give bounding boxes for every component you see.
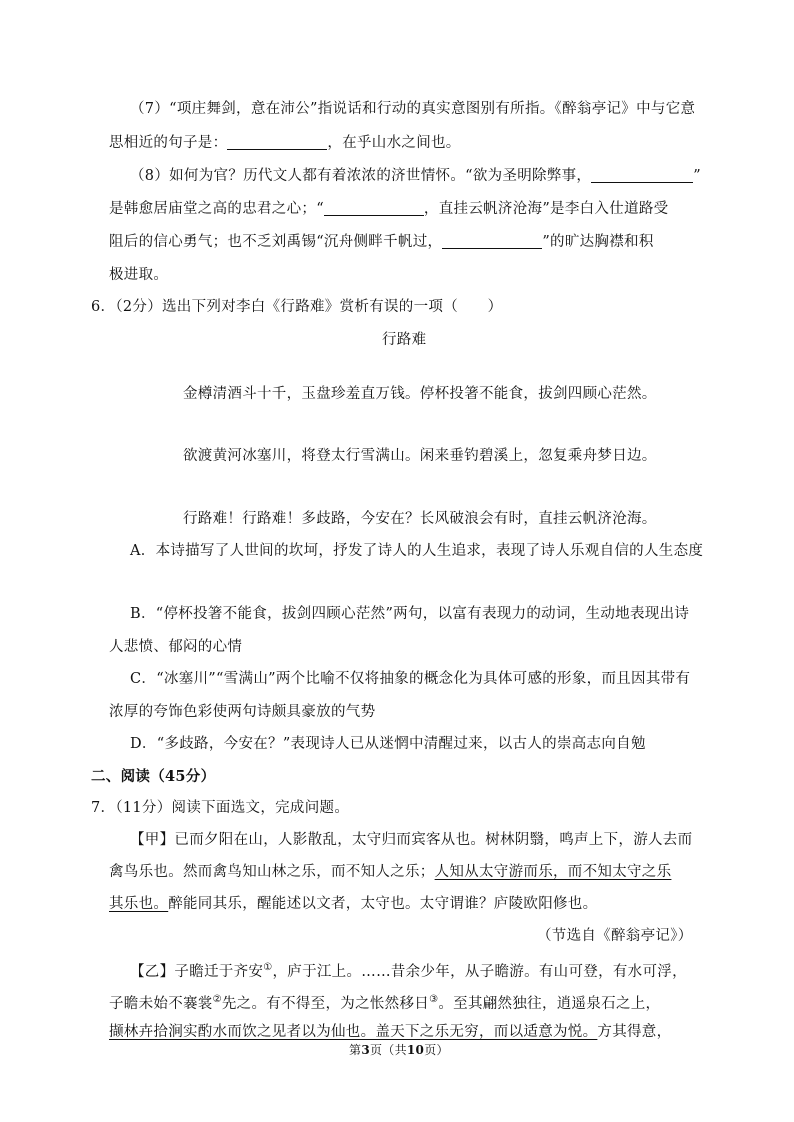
footer-text-c: 页） xyxy=(424,1043,449,1057)
q5-item8-text-e: 阻后的信心勇气；也不乏刘禹锡“沉舟侧畔千帆过， xyxy=(109,234,443,250)
jia-line1: 【甲】已而夕阳在山，人影散乱，太守归而宾客从也。树林阴翳，鸣声上下，游人去而 xyxy=(130,832,693,848)
page-footer xyxy=(349,1040,449,1060)
q5-item8-line2 xyxy=(109,199,668,219)
option-b-line2: 人悲愤、郁闷的心情 xyxy=(109,639,243,655)
poem-line-2: 欲渡黄河冰塞川，将登太行雪满山。闲来垂钓碧溪上，忽复乘舟梦日边。 xyxy=(183,448,657,464)
answer-blank[interactable] xyxy=(227,135,327,150)
answer-blank[interactable] xyxy=(591,168,693,183)
q5-item8-line1 xyxy=(130,166,701,186)
yi-line1 xyxy=(130,958,687,982)
yi-line1-text-b: ，庐于江上。……昔余少年，从子瞻游。有山可登，有水可浮， xyxy=(272,964,687,980)
jia-underlined-end: 其乐也。 xyxy=(109,896,169,912)
option-c-line2: 浓厚的夸饰色彩使两句诗颇具豪放的气势 xyxy=(109,704,376,720)
section-heading: 二、阅读（45分） xyxy=(91,768,216,785)
page-number: 3 xyxy=(361,1043,370,1057)
footnote-marker-3[interactable]: ③ xyxy=(429,994,439,1005)
jia-source: （节选自《醉翁亭记》） xyxy=(537,928,693,944)
q5-item8-line3 xyxy=(109,232,654,252)
q5-item8-text-b: ” xyxy=(693,168,701,184)
jia-line3 xyxy=(109,894,597,914)
option-b-line1[interactable]: B．“停杯投箸不能食，拔剑四顾心茫然”两句，以富有表现力的动词，生动地表现出诗 xyxy=(130,606,690,622)
yi-line3 xyxy=(109,1022,671,1042)
option-a[interactable]: A．本诗描写了人世间的坎坷，抒发了诗人的人生追求，表现了诗人乐观自信的人生态度 xyxy=(130,543,704,559)
answer-blank[interactable] xyxy=(442,234,542,249)
option-c-line1[interactable]: C．“冰塞川”“雪满山”两个比喻不仅将抽象的概念化为具体可感的形象，而且因其带有 xyxy=(130,671,691,687)
poem-line-1: 金樽清酒斗十千，玉盘珍羞直万钱。停杯投箸不能食，拔剑四顾心茫然。 xyxy=(183,386,657,402)
footnote-marker-1[interactable]: ① xyxy=(263,962,273,973)
q5-item7-line1: （7）“项庄舞剑，意在沛公”指说话和行动的真实意图别有所指。《醉翁亭记》中与它意 xyxy=(130,101,696,117)
footer-text-b: 页（共 xyxy=(369,1043,407,1057)
q5-item8-text-d: ，直挂云帆济沧海”是李白入仕道路受 xyxy=(423,201,669,217)
page-total: 10 xyxy=(406,1043,425,1057)
answer-blank[interactable] xyxy=(324,201,424,216)
jia-line2-text: 禽鸟乐也。然而禽鸟知山林之乐，而不知人之乐； xyxy=(109,864,435,880)
footer-text-a: 第 xyxy=(349,1043,362,1057)
footnote-marker-2[interactable]: ② xyxy=(212,994,222,1005)
poem-title: 行路难 xyxy=(382,332,427,348)
q5-item8-text-a: （8）如何为官？历代文人都有着浓浓的济世情怀。“欲为圣明除弊事， xyxy=(130,168,592,184)
yi-line1-text-a: 【乙】子瞻迁于齐安 xyxy=(130,964,264,980)
option-d[interactable]: D．“多歧路，今安在？”表现诗人已从迷惘中清醒过来，以古人的崇高志向自勉 xyxy=(130,736,646,752)
yi-line2 xyxy=(109,990,660,1014)
jia-line3-text: 醉能同其乐，醒能述以文者，太守也。太守谓谁？庐陵欧阳修也。 xyxy=(168,896,598,912)
jia-underlined-sentence: 人知从太守游而乐，而不知太守之乐 xyxy=(434,864,672,880)
yi-line2-text-b: 先之。有不得至，为之怅然移日 xyxy=(221,996,430,1012)
q5-item7-text-b: ，在乎山水之间也。 xyxy=(327,135,461,151)
q5-item8-line4: 极进取。 xyxy=(109,267,169,283)
yi-underlined-sentence: 撷林卉拾涧实酌水而饮之见者以为仙也。盖天下之乐无穷，而以适意为悦。 xyxy=(109,1024,598,1040)
yi-line2-text-a: 子瞻未始不褰裳 xyxy=(109,996,213,1012)
yi-line2-text-c: 。至其翩然独往，逍遥泉石之上， xyxy=(438,996,661,1012)
q5-item7-line2 xyxy=(109,133,461,153)
q7-stem: 7．（11分）阅读下面选文，完成问题。 xyxy=(91,800,350,816)
yi-line3-text: 方其得意， xyxy=(597,1024,672,1040)
q5-item8-text-c: 是韩愈居庙堂之高的忠君之心；“ xyxy=(109,201,324,217)
q6-stem: 6．（2分）选出下列对李白《行路难》赏析有误的一项（ ） xyxy=(91,299,503,315)
q5-item8-text-f: ”的旷达胸襟和积 xyxy=(542,234,654,250)
jia-line2 xyxy=(109,862,671,882)
poem-line-3: 行路难！行路难！多歧路，今安在？长风破浪会有时，直挂云帆济沧海。 xyxy=(183,511,657,527)
q5-item7-text-a: 思相近的句子是： xyxy=(109,135,228,151)
